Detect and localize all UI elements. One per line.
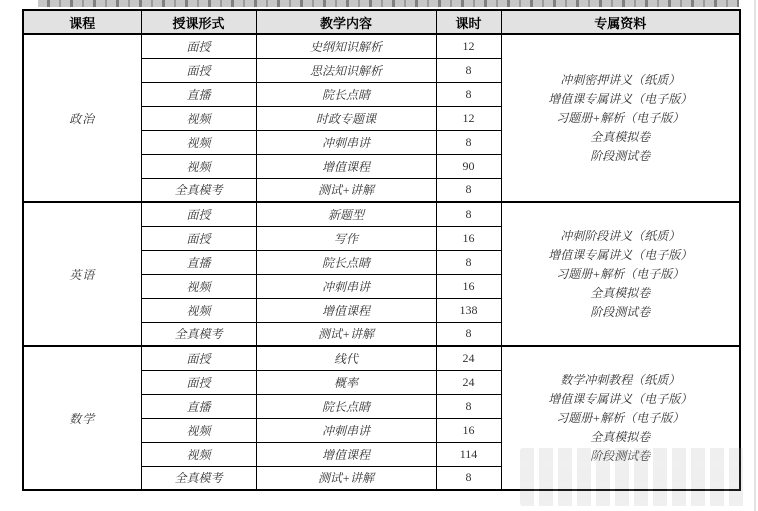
teaching-content-cell: 冲刺串讲	[256, 418, 436, 442]
material-line: 增值课专属讲义（电子版）	[548, 91, 693, 106]
class-hours-cell: 16	[436, 226, 501, 250]
material-line: 全真模拟卷	[590, 129, 651, 144]
course-name-cell: 政治	[23, 34, 141, 202]
materials-cell	[501, 346, 740, 490]
teaching-content-cell: 测试+讲解	[256, 322, 436, 346]
teaching-content-cell: 院长点睛	[256, 394, 436, 418]
teaching-content-cell: 写作	[256, 226, 436, 250]
class-hours-cell: 8	[436, 58, 501, 82]
class-hours-cell: 8	[436, 130, 501, 154]
teaching-content-cell: 测试+讲解	[256, 466, 436, 490]
col-header-exclusive-materials: 专属资料	[501, 10, 740, 34]
teaching-content-cell: 冲刺串讲	[256, 274, 436, 298]
table-row	[23, 202, 740, 226]
course-name-cell: 英语	[23, 202, 141, 346]
teaching-content-cell: 时政专题课	[256, 106, 436, 130]
teaching-format-cell: 视频	[141, 154, 256, 178]
teaching-content-cell: 史纲知识解析	[256, 34, 436, 58]
teaching-format-cell: 视频	[141, 418, 256, 442]
class-hours-cell: 12	[436, 106, 501, 130]
teaching-content-cell: 冲刺串讲	[256, 130, 436, 154]
teaching-format-cell: 直播	[141, 394, 256, 418]
material-line: 习题册+解析（电子版）	[556, 266, 685, 281]
teaching-format-cell: 直播	[141, 82, 256, 106]
class-hours-cell: 8	[436, 466, 501, 490]
class-hours-cell: 138	[436, 298, 501, 322]
course-name-cell: 数学	[23, 346, 141, 490]
material-line: 阶段测试卷	[590, 448, 651, 463]
class-hours-cell: 12	[436, 34, 501, 58]
teaching-format-cell: 视频	[141, 106, 256, 130]
teaching-content-cell: 测试+讲解	[256, 178, 436, 202]
material-line: 阶段测试卷	[590, 148, 651, 163]
material-line: 增值课专属讲义（电子版）	[548, 247, 693, 262]
teaching-content-cell: 增值课程	[256, 442, 436, 466]
course-schedule-table	[22, 9, 741, 491]
material-line: 冲刺密押讲义（纸质）	[560, 72, 681, 87]
class-hours-cell: 8	[436, 322, 501, 346]
teaching-format-cell: 全真模考	[141, 322, 256, 346]
teaching-format-cell: 面授	[141, 34, 256, 58]
class-hours-cell: 8	[436, 178, 501, 202]
teaching-format-cell: 全真模考	[141, 466, 256, 490]
page-edge-line	[754, 0, 756, 511]
class-hours-cell: 8	[436, 82, 501, 106]
material-line: 习题册+解析（电子版）	[556, 110, 685, 125]
material-line: 习题册+解析（电子版）	[556, 410, 685, 425]
teaching-format-cell: 面授	[141, 346, 256, 370]
teaching-format-cell: 面授	[141, 226, 256, 250]
clipped-text-line	[38, 0, 739, 7]
teaching-format-cell: 直播	[141, 250, 256, 274]
col-header-course: 课程	[23, 10, 141, 34]
teaching-format-cell: 面授	[141, 58, 256, 82]
col-header-teaching-content: 教学内容	[256, 10, 436, 34]
material-line: 全真模拟卷	[590, 285, 651, 300]
teaching-content-cell: 增值课程	[256, 154, 436, 178]
materials-cell	[501, 34, 740, 202]
table-body	[23, 34, 740, 490]
table-row	[23, 346, 740, 370]
teaching-format-cell: 视频	[141, 442, 256, 466]
teaching-format-cell: 面授	[141, 202, 256, 226]
header-row	[23, 10, 740, 34]
class-hours-cell: 24	[436, 346, 501, 370]
col-header-class-hours: 课时	[436, 10, 501, 34]
class-hours-cell: 114	[436, 442, 501, 466]
class-hours-cell: 16	[436, 274, 501, 298]
teaching-format-cell: 面授	[141, 370, 256, 394]
teaching-content-cell: 思法知识解析	[256, 58, 436, 82]
class-hours-cell: 8	[436, 394, 501, 418]
teaching-content-cell: 院长点睛	[256, 250, 436, 274]
materials-cell	[501, 202, 740, 346]
teaching-content-cell: 新题型	[256, 202, 436, 226]
teaching-content-cell: 院长点睛	[256, 82, 436, 106]
teaching-format-cell: 视频	[141, 130, 256, 154]
material-line: 阶段测试卷	[590, 304, 651, 319]
table-row	[23, 34, 740, 58]
teaching-content-cell: 概率	[256, 370, 436, 394]
class-hours-cell: 8	[436, 250, 501, 274]
material-line: 数学冲刺教程（纸质）	[560, 372, 681, 387]
teaching-content-cell: 增值课程	[256, 298, 436, 322]
teaching-format-cell: 视频	[141, 274, 256, 298]
class-hours-cell: 8	[436, 202, 501, 226]
teaching-format-cell: 全真模考	[141, 178, 256, 202]
class-hours-cell: 90	[436, 154, 501, 178]
material-line: 全真模拟卷	[590, 429, 651, 444]
material-line: 冲刺阶段讲义（纸质）	[560, 228, 681, 243]
teaching-format-cell: 视频	[141, 298, 256, 322]
class-hours-cell: 24	[436, 370, 501, 394]
class-hours-cell: 16	[436, 418, 501, 442]
teaching-content-cell: 线代	[256, 346, 436, 370]
material-line: 增值课专属讲义（电子版）	[548, 391, 693, 406]
col-header-teaching-format: 授课形式	[141, 10, 256, 34]
